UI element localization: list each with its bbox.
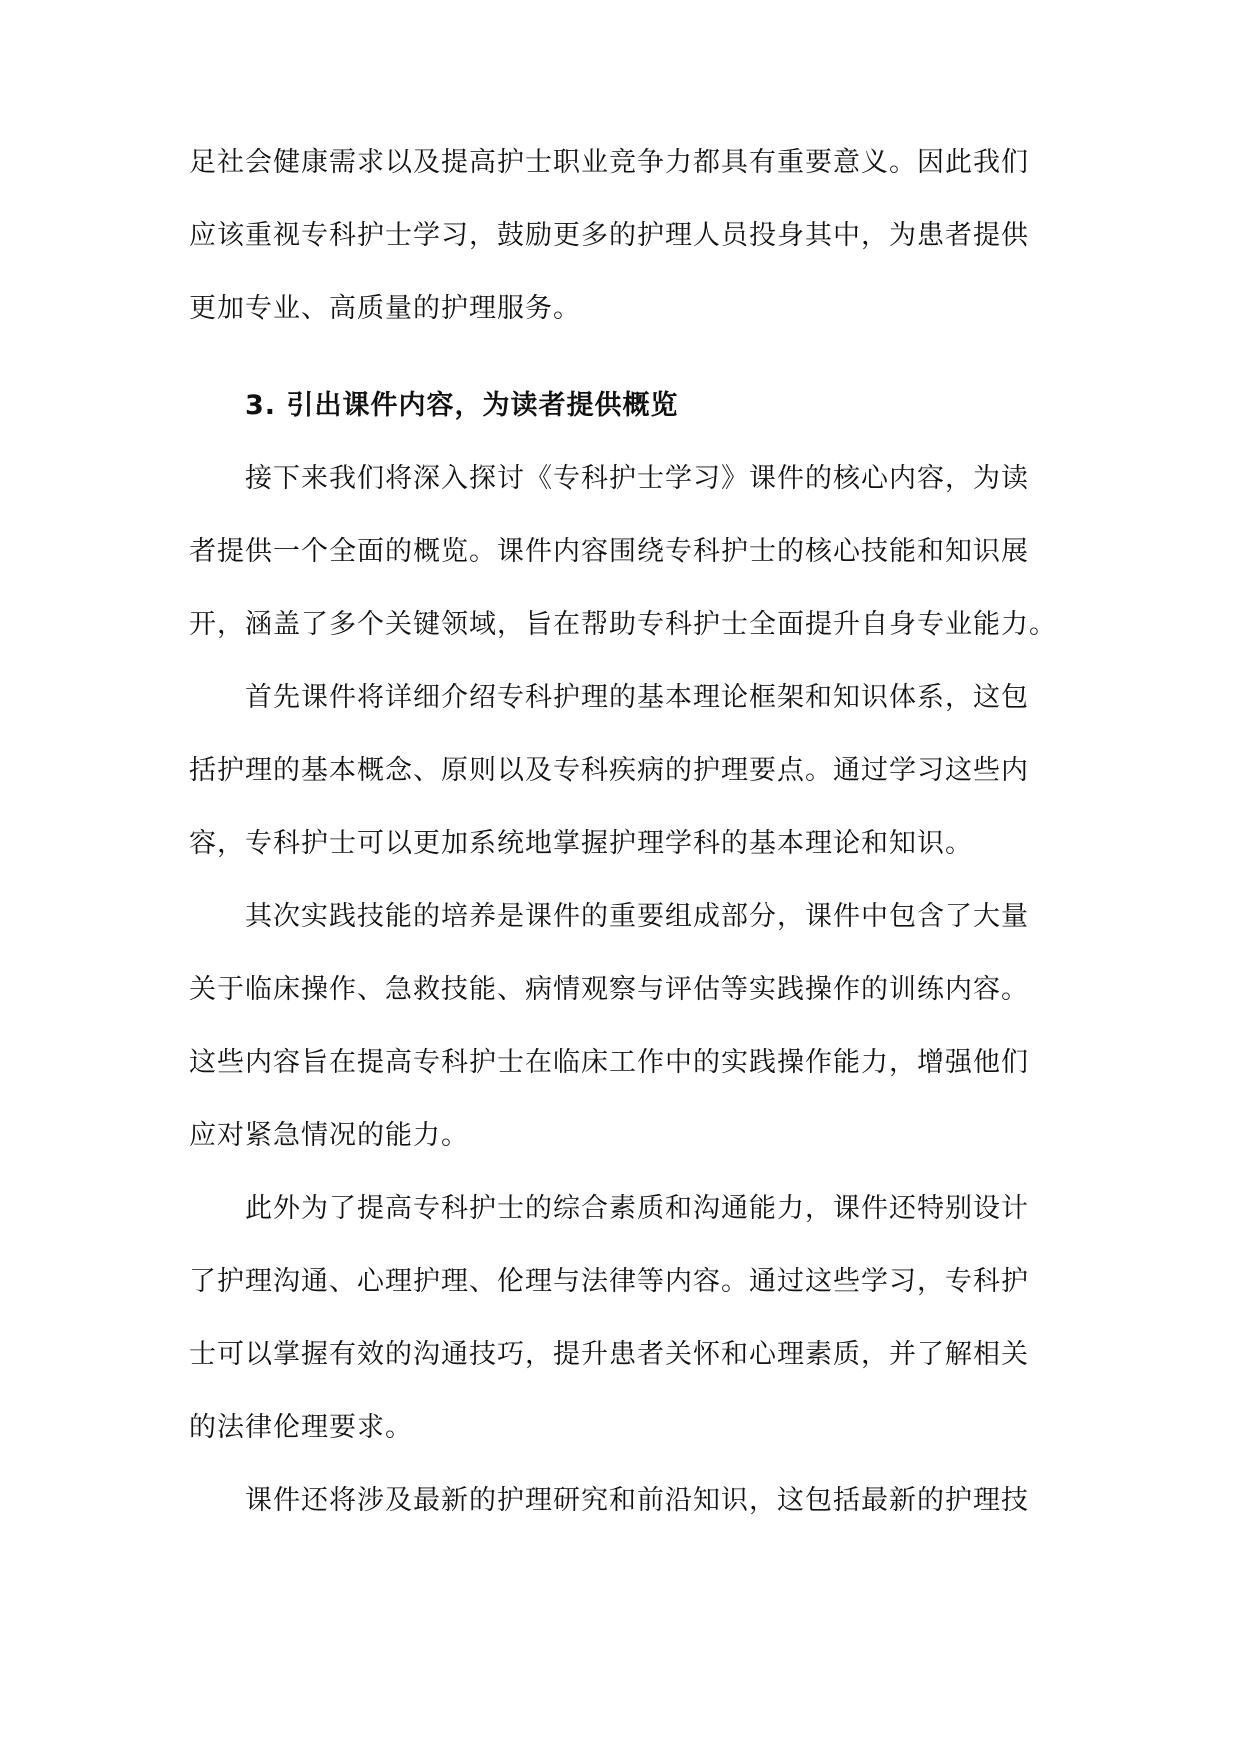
section-heading: 3. 引出课件内容，为读者提供概览 xyxy=(245,390,679,421)
paragraph-3 xyxy=(189,902,1059,1194)
paragraph-line: 此外为了提高专科护士的综合素质和沟通能力，课件还特别设计 xyxy=(245,1193,1029,1224)
paragraph-5 xyxy=(189,1486,1059,1559)
paragraph-line: 开，涵盖了多个关键领域，旨在帮助专科护士全面提升自身专业能力。 xyxy=(189,609,1057,640)
paragraph-line: 应该重视专科护士学习，鼓励更多的护理人员投身其中，为患者提供 xyxy=(189,220,1029,251)
paragraph-line: 的法律伦理要求。 xyxy=(189,1412,413,1443)
paragraph-line: 其次实践技能的培养是课件的重要组成部分，课件中包含了大量 xyxy=(245,901,1029,932)
paragraph-line: 括护理的基本概念、原则以及专科疾病的护理要点。通过学习这些内 xyxy=(189,755,1029,786)
paragraph-line: 课件还将涉及最新的护理研究和前沿知识，这包括最新的护理技 xyxy=(245,1485,1029,1516)
paragraph-line: 了护理沟通、心理护理、伦理与法律等内容。通过这些学习，专科护 xyxy=(189,1266,1029,1297)
document-body xyxy=(189,148,1059,1559)
paragraph-line: 者提供一个全面的概览。课件内容围绕专科护士的核心技能和知识展 xyxy=(189,536,1029,567)
paragraph-line: 容，专科护士可以更加系统地掌握护理学科的基本理论和知识。 xyxy=(189,828,973,859)
paragraph-line: 应对紧急情况的能力。 xyxy=(189,1120,469,1151)
paragraph-line: 更加专业、高质量的护理服务。 xyxy=(189,293,581,324)
paragraph-line: 士可以掌握有效的沟通技巧，提升患者关怀和心理素质，并了解相关 xyxy=(189,1339,1029,1370)
paragraph-2 xyxy=(189,683,1059,902)
paragraph-1 xyxy=(189,464,1059,683)
paragraph-line: 足社会健康需求以及提高护士职业竞争力都具有重要意义。因此我们 xyxy=(189,147,1029,178)
paragraph-line: 接下来我们将深入探讨《专科护士学习》课件的核心内容，为读 xyxy=(245,463,1029,494)
intro-paragraph xyxy=(189,148,1059,367)
paragraph-line: 这些内容旨在提高专科护士在临床工作中的实践操作能力，增强他们 xyxy=(189,1047,1029,1078)
paragraph-line: 关于临床操作、急救技能、病情观察与评估等实践操作的训练内容。 xyxy=(189,974,1029,1005)
paragraph-4 xyxy=(189,1194,1059,1486)
paragraph-line: 首先课件将详细介绍专科护理的基本理论框架和知识体系，这包 xyxy=(245,682,1029,713)
